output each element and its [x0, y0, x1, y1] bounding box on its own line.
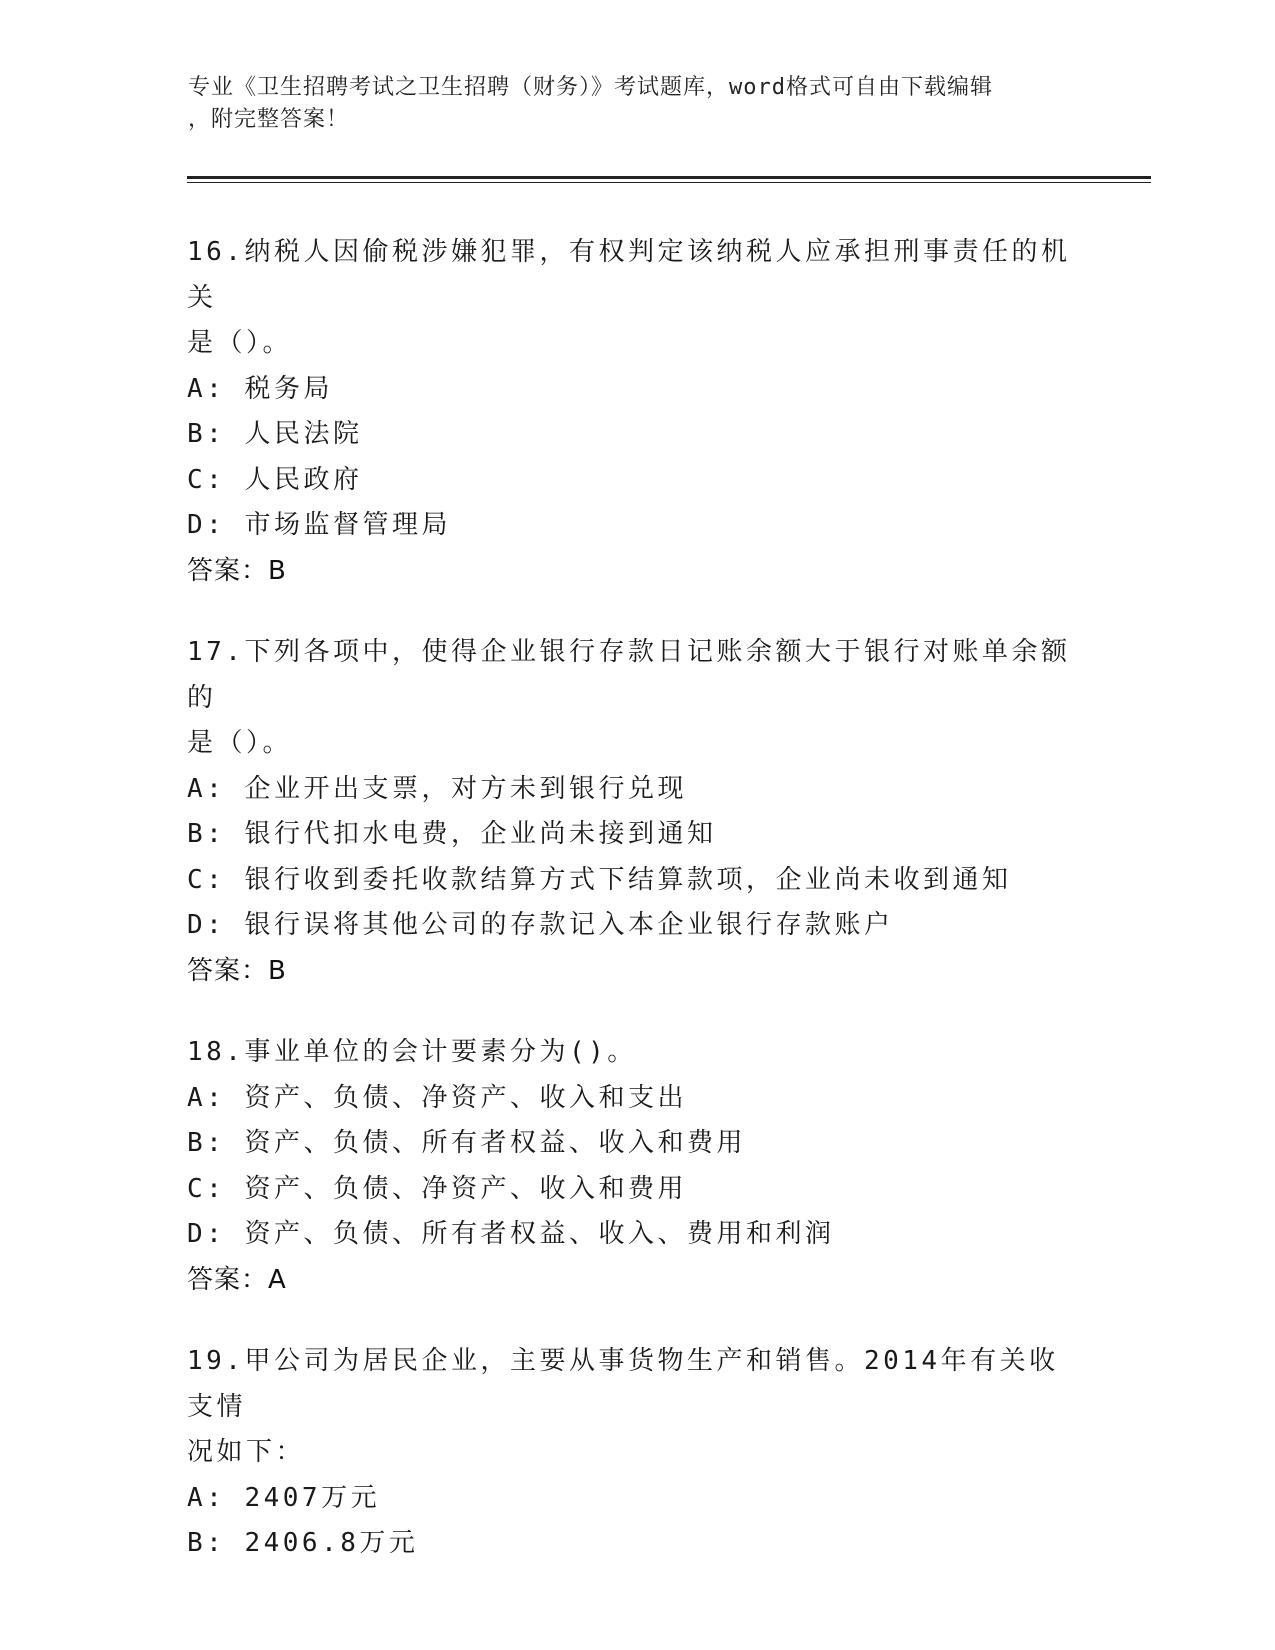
answer-label: 答案：	[187, 1264, 269, 1295]
option-c: C: 人民政府	[187, 464, 363, 495]
question-stem	[187, 1030, 1087, 1076]
answer-label: 答案：	[187, 955, 269, 986]
stem-line: 况如下：	[187, 1437, 306, 1467]
option-b: B: 人民法院	[187, 419, 363, 449]
option-c: C: 银行收到委托收款结算方式下结算款项，企业尚未收到通知	[187, 864, 1012, 895]
answer-value: B	[268, 555, 287, 586]
option-a: A: 税务局	[187, 373, 333, 404]
stem-line: 18.事业单位的会计要素分为()。	[187, 1037, 637, 1067]
question-16	[187, 230, 1087, 594]
answer-line	[187, 949, 1087, 995]
question-stem	[187, 1339, 1087, 1476]
question-stem	[187, 230, 1087, 367]
answer-value: B	[268, 955, 287, 986]
option-d: D: 银行误将其他公司的存款记入本企业银行存款账户	[187, 910, 894, 940]
answer-value: A	[268, 1264, 287, 1295]
option-c: C: 资产、负债、净资产、收入和费用	[187, 1173, 687, 1204]
option-b: B: 银行代扣水电费，企业尚未接到通知	[187, 819, 717, 849]
option-a: A: 企业开出支票，对方未到银行兑现	[187, 773, 687, 804]
stem-line: 是（）。	[187, 728, 293, 758]
question-18	[187, 1030, 1087, 1303]
stem-line: 19.甲公司为居民企业，主要从事货物生产和销售。2014年有关收支情	[187, 1346, 1059, 1422]
answer-label: 答案：	[187, 555, 269, 586]
option-a: A: 2407万元	[187, 1482, 381, 1513]
question-list	[187, 230, 1087, 1603]
question-19	[187, 1339, 1087, 1567]
header-line-1: 专业《卫生招聘考试之卫生招聘（财务）》考试题库，word格式可自由下载编辑	[188, 75, 993, 100]
answer-line	[187, 1258, 1087, 1304]
question-17	[187, 630, 1087, 994]
option-a: A: 资产、负债、净资产、收入和支出	[187, 1082, 687, 1113]
answer-line	[187, 549, 1087, 595]
option-b: B: 资产、负债、所有者权益、收入和费用	[187, 1128, 746, 1158]
option-d: D: 资产、负债、所有者权益、收入、费用和利润	[187, 1219, 835, 1249]
stem-line: 是（）。	[187, 328, 293, 358]
option-d: D: 市场监督管理局	[187, 510, 451, 540]
document-header	[188, 72, 1068, 136]
header-divider-thick	[187, 176, 1151, 179]
header-line-2: ，附完整答案！	[188, 107, 350, 132]
stem-line: 17.下列各项中，使得企业银行存款日记账余额大于银行对账单余额的	[187, 637, 1071, 713]
question-stem	[187, 630, 1087, 767]
option-b: B: 2406.8万元	[187, 1528, 419, 1558]
stem-line: 16.纳税人因偷税涉嫌犯罪，有权判定该纳税人应承担刑事责任的机关	[187, 237, 1071, 313]
header-divider-thin	[187, 182, 1151, 183]
